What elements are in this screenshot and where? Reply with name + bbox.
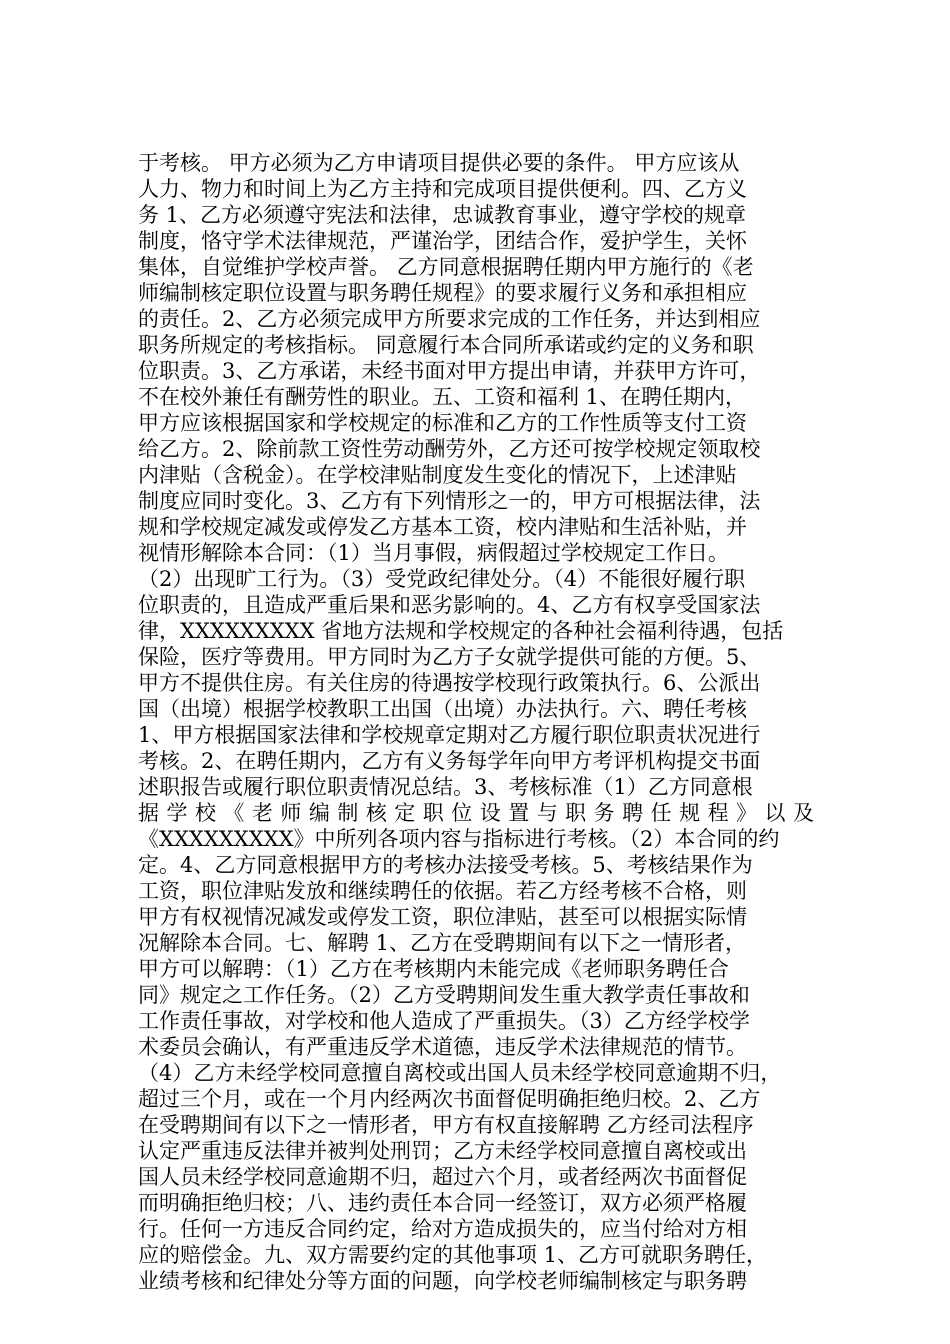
text-line: 务 1、乙方必须遵守宪法和法律，忠诚教育事业，遵守学校的规章 xyxy=(138,203,747,227)
text-line: 内津贴（含税金）。在学校津贴制度发生变化的情况下，上述津贴 xyxy=(138,463,737,487)
text-line: 甲方应该根据国家和学校规定的标准和乙方的工作性质等支付工资 xyxy=(138,411,747,435)
text-line: 超过三个月，或在一个月内经两次书面督促明确拒绝归校。2、乙方 xyxy=(138,1087,761,1111)
text-line: 甲方不提供住房。有关住房的待遇按学校现行政策执行。6、公派出 xyxy=(138,671,761,695)
text-line: 应的赔偿金。九、双方需要约定的其他事项 1、乙方可就职务聘任， xyxy=(138,1243,768,1267)
text-line: 集体，自觉维护学校声誉。 乙方同意根据聘任期内甲方施行的《老 xyxy=(138,255,754,279)
text-line: 在受聘期间有以下之一情形者，甲方有权直接解聘 乙方经司法程序 xyxy=(138,1113,754,1137)
text-line: 况解除本合同。七、解聘 1、乙方在受聘期间有以下之一情形者， xyxy=(138,931,747,955)
text-line: 而明确拒绝归校；八、违约责任本合同一经签订，双方必须严格履 xyxy=(138,1191,747,1215)
text-line: 行。任何一方违反合同约定，给对方造成损失的，应当付给对方相 xyxy=(138,1217,747,1241)
text-line: 制度应同时变化。3、乙方有下列情形之一的，甲方可根据法律，法 xyxy=(138,489,761,513)
text-line: 工作责任事故，对学校和他人造成了严重损失。（3）乙方经学校学 xyxy=(138,1009,750,1033)
text-line: 不在校外兼任有酬劳性的职业。五、工资和福利 1、在聘任期内， xyxy=(138,385,747,409)
text-line: 考核。2、在聘任期内，乙方有义务每学年向甲方考评机构提交书面 xyxy=(138,749,761,773)
text-line: 术委员会确认，有严重违反学术道德，违反学术法律规范的情节。 xyxy=(138,1035,747,1059)
text-line: 据学校《老师编制核定职位设置与职务聘任规程》以及 xyxy=(138,801,814,825)
text-line: 制度，恪守学术法律规范，严谨治学，团结合作，爱护学生，关怀 xyxy=(138,229,747,253)
text-line: 给乙方。2、除前款工资性劳动酬劳外，乙方还可按学校规定领取校 xyxy=(138,437,761,461)
text-line: 1、甲方根据国家法律和学校规章定期对乙方履行职位职责状况进行 xyxy=(138,723,761,747)
text-line: 述职报告或履行职位职责情况总结。3、考核标准（1）乙方同意根 xyxy=(138,775,753,799)
text-line: 国人员未经学校同意逾期不归，超过六个月，或者经两次书面督促 xyxy=(138,1165,747,1189)
text-line: 规和学校规定减发或停发乙方基本工资，校内津贴和生活补贴，并 xyxy=(138,515,747,539)
text-line: （4）乙方未经学校同意擅自离校或出国人员未经学校同意逾期不归， xyxy=(138,1061,782,1085)
document-body xyxy=(138,150,814,1294)
text-line: 《XXXXXXXXX》中所列各项内容与指标进行考核。（2）本合同的约 xyxy=(138,827,780,851)
text-line: 于考核。 甲方必须为乙方申请项目提供必要的条件。 甲方应该从 xyxy=(138,151,740,175)
text-line: 定。4、乙方同意根据甲方的考核办法接受考核。5、考核结果作为 xyxy=(138,853,753,877)
text-line: 甲方有权视情况减发或停发工资，职位津贴，甚至可以根据实际情 xyxy=(138,905,747,929)
text-line: 的责任。2、乙方必须完成甲方所要求完成的工作任务，并达到相应 xyxy=(138,307,761,331)
text-line: 律，XXXXXXXXX 省地方法规和学校规定的各种社会福利待遇，包括 xyxy=(138,619,784,643)
text-line: 位职责。3、乙方承诺，未经书面对甲方提出申请，并获甲方许可， xyxy=(138,359,761,383)
text-line: （2）出现旷工行为。（3）受党政纪律处分。（4）不能很好履行职 xyxy=(138,567,746,591)
text-line: 同》规定之工作任务。（2）乙方受聘期间发生重大教学责任事故和 xyxy=(138,983,750,1007)
text-line: 视情形解除本合同：（1）当月事假，病假超过学校规定工作日。 xyxy=(138,541,729,565)
text-line: 人力、物力和时间上为乙方主持和完成项目提供便利。四、乙方义 xyxy=(138,177,747,201)
text-line: 位职责的，且造成严重后果和恶劣影响的。4、乙方有权享受国家法 xyxy=(138,593,761,617)
text-line: 甲方可以解聘：（1）乙方在考核期内未能完成《老师职务聘任合 xyxy=(138,957,729,981)
text-line: 工资，职位津贴发放和继续聘任的依据。若乙方经考核不合格，则 xyxy=(138,879,747,903)
text-line: 国（出境）根据学校教职工出国（出境）办法执行。六、聘任考核 xyxy=(138,697,747,721)
text-line: 保险，医疗等费用。甲方同时为乙方子女就学提供可能的方便。5、 xyxy=(138,645,761,669)
text-line: 认定严重违反法律并被判处刑罚；乙方未经学校同意擅自离校或出 xyxy=(138,1139,747,1163)
text-line: 业绩考核和纪律处分等方面的问题，向学校老师编制核定与职务聘 xyxy=(138,1269,747,1293)
text-line: 师编制核定职位设置与职务聘任规程》的要求履行义务和承担相应 xyxy=(138,281,747,305)
text-line: 职务所规定的考核指标。 同意履行本合同所承诺或约定的义务和职 xyxy=(138,333,754,357)
